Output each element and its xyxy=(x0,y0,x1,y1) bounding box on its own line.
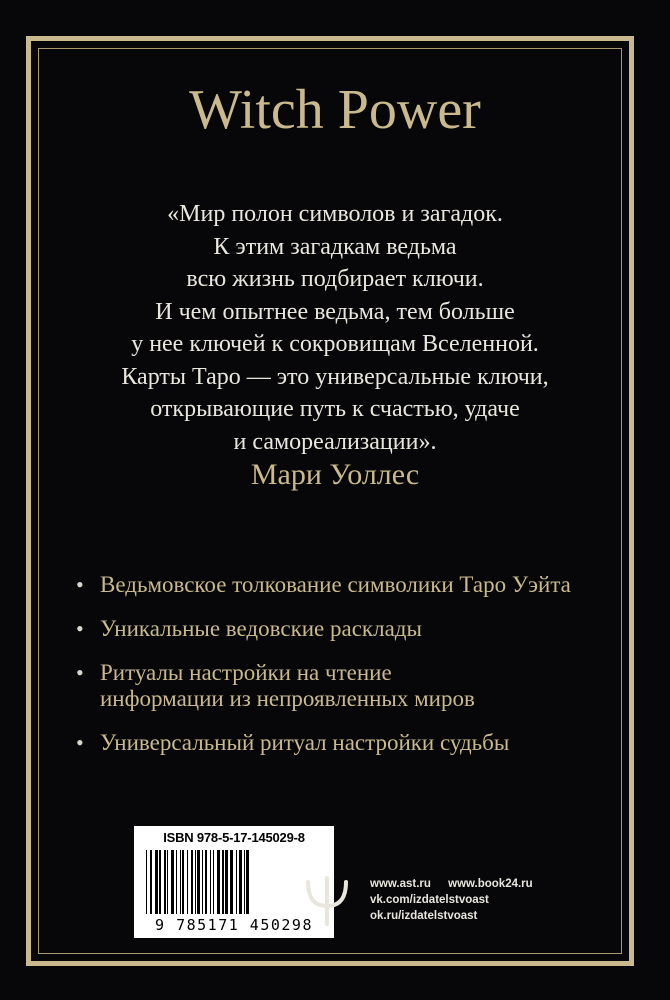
barcode-bars xyxy=(142,850,326,914)
barcode-bar xyxy=(191,850,193,914)
barcode-bar xyxy=(225,850,228,914)
link-ok[interactable]: ok.ru/izdatelstvoast xyxy=(370,910,478,922)
barcode-bar xyxy=(187,850,188,914)
list-item xyxy=(76,572,616,598)
bullet-icon: • xyxy=(76,616,84,641)
barcode-bar xyxy=(171,850,174,914)
barcode-bar xyxy=(167,850,168,914)
barcode-bar xyxy=(182,850,184,914)
quote-line: К этим загадкам ведьма xyxy=(213,233,457,260)
isbn-label: ISBN 978-5-17-145029-8 xyxy=(163,830,305,845)
quote-line: всю жизнь подбирает ключи. xyxy=(186,266,484,292)
list-item-text: информации из непроявленных миров xyxy=(100,686,475,711)
quote-block xyxy=(60,198,610,458)
barcode-bar xyxy=(213,850,214,914)
link-vk[interactable]: vk.com/izdatelstvoast xyxy=(370,894,489,906)
barcode-bar xyxy=(150,850,152,914)
barcode-bar xyxy=(202,850,203,914)
barcode-bar xyxy=(239,850,242,914)
quote-line: и самореализации». xyxy=(233,428,437,455)
barcode-bar xyxy=(197,850,200,914)
barcode-bar xyxy=(210,850,211,914)
bullet-icon: • xyxy=(76,572,84,597)
publisher-links xyxy=(370,876,533,924)
barcode-bar xyxy=(146,850,147,914)
list-item-text: Ведьмовское толкование символики Таро Уэйта xyxy=(100,572,571,597)
barcode-bar xyxy=(217,850,220,914)
link-book24[interactable]: www.book24.ru xyxy=(448,878,533,890)
feature-list xyxy=(76,572,616,774)
barcode-bar xyxy=(205,850,207,914)
quote-line: «Мир полон символов и загадок. xyxy=(167,201,503,227)
list-item-text: Универсальный ритуал настройки судьбы xyxy=(100,730,510,755)
bullet-icon: • xyxy=(76,730,84,755)
list-item xyxy=(76,730,616,756)
list-item-text: Уникальные ведовские расклады xyxy=(100,616,422,641)
barcode-bar xyxy=(230,850,233,914)
quote-author: Мари Уоллес xyxy=(250,458,420,491)
quote-line: у нее ключей к сокровищам Вселенной. xyxy=(131,331,539,357)
barcode-bar xyxy=(159,850,161,914)
quote-line: Карты Таро — это универсальные ключи, xyxy=(121,363,549,390)
barcode-bar xyxy=(195,850,196,914)
barcode-bar xyxy=(180,850,181,914)
psi-icon xyxy=(304,876,350,926)
inner-gold-frame xyxy=(38,48,622,954)
barcode-bar xyxy=(236,850,237,914)
barcode-bar xyxy=(164,850,166,914)
quote-line: И чем опытнее ведьма, тем больше xyxy=(155,298,515,325)
links-row-sites xyxy=(370,876,533,892)
series-title: Witch Power xyxy=(189,79,481,141)
barcode-bar xyxy=(222,850,224,914)
barcode-bar xyxy=(246,850,249,914)
list-item xyxy=(76,616,616,642)
list-item-text: Ритуалы настройки на чтение xyxy=(100,660,392,685)
barcode-bar xyxy=(176,850,177,914)
bullet-icon: • xyxy=(76,660,84,685)
barcode-digits: 9 785171 450298 xyxy=(155,916,313,934)
barcode-bar xyxy=(155,850,158,914)
link-ast[interactable]: www.ast.ru xyxy=(370,878,431,890)
list-item xyxy=(76,660,616,712)
quote-line: открывающие путь к счастью, удаче xyxy=(150,396,520,422)
barcode-bar xyxy=(244,850,245,914)
